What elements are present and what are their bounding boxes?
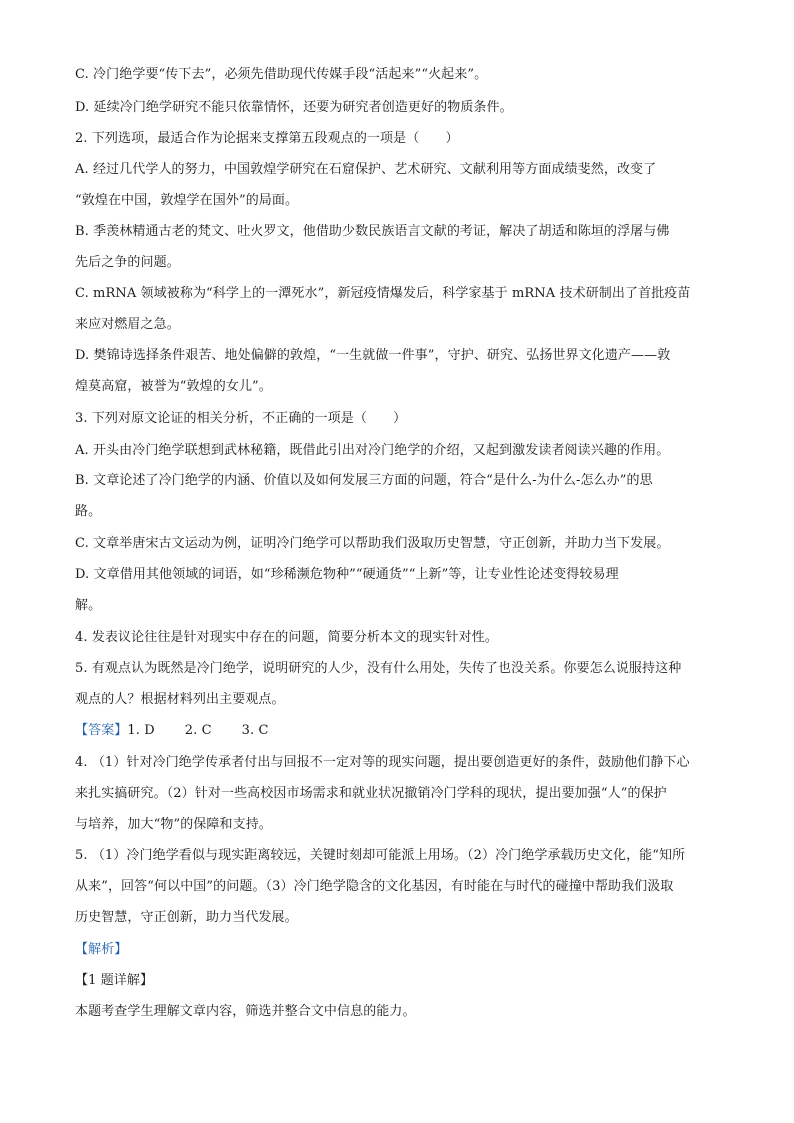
option-d-q3-line1: D. 文章借用其他领域的词语，如“珍稀濒危物种”“硬通货”“上新”等，让专业性论述变得较易理: [75, 567, 619, 582]
answer-label: 【答案】: [75, 723, 128, 738]
question-2: 2. 下列选项，最适合作为论据来支撑第五段观点的一项是（ ）: [75, 131, 459, 146]
detail-label: 【1 题详解】: [75, 973, 154, 988]
option-d-q2-line1: D. 樊锦诗选择条件艰苦、地处偏僻的敦煌，“一生就做一件事”，守护、研究、弘扬世界文化遗产——敦: [75, 348, 671, 363]
option-d-q1: D. 延续冷门绝学研究不能只依靠情怀，还要为研究者创造更好的物质条件。: [75, 100, 513, 115]
option-c-q1: C. 冷门绝学要“传下去”，必须先借助现代传媒手段“活起来”“火起来”。: [75, 67, 488, 82]
option-b-q2-line2: 先后之争的问题。: [75, 255, 180, 270]
answer-5-line2: 从来”，回答“何以中国”的问题。（3）冷门绝学隐含的文化基因，有时能在与时代的碰撞中帮助我们汲取: [75, 879, 674, 894]
answer-4-line3: 与培养，加大“物”的保障和支持。: [75, 817, 272, 832]
option-a-q2-line2: “敦煌在中国，敦煌学在国外”的局面。: [75, 193, 299, 208]
option-c-q2-line2: 来应对燃眉之急。: [75, 317, 180, 332]
question-4: 4. 发表议论往往是针对现实中存在的问题，简要分析本文的现实针对性。: [75, 630, 498, 645]
answer-item-2: 2. C: [184, 723, 212, 738]
analysis-label: 【解析】: [75, 942, 128, 957]
answer-item-1: 1. D: [127, 723, 155, 738]
option-b-q3-line1: B. 文章论述了冷门绝学的内涵、价值以及如何发展三方面的问题，符合“是什么-为什么-怎么办”的思: [75, 473, 653, 488]
option-c-q3: C. 文章举唐宋古文运动为例，证明冷门绝学可以帮助我们汲取历史智慧，守正创新，并助力当下发展。: [75, 536, 670, 551]
answer-item-3: 3. C: [241, 723, 269, 738]
option-a-q3: A. 开头由冷门绝学联想到武林秘籍，既借此引出对冷门绝学的介绍，又起到激发读者阅读兴趣的作用。: [75, 443, 670, 458]
answer-5-line1: 5. （1）冷门绝学看似与现实距离较远，关键时刻却可能派上用场。（2）冷门绝学承载历史文化，能“知所: [75, 848, 686, 863]
answer-4-line2: 来扎实搞研究。（2）针对一些高校因市场需求和就业状况撤销冷门学科的现状，提出要加强“人”的保护: [75, 786, 667, 801]
option-a-q2-line1: A. 经过几代学人的努力，中国敦煌学研究在石窟保护、艺术研究、文献利用等方面成绩斐然，改变了: [75, 162, 657, 177]
question-5-line2: 观点的人？根据材料列出主要观点。: [75, 692, 285, 707]
option-d-q2-line2: 煌莫高窟，被誉为“敦煌的女儿”。: [75, 379, 272, 394]
question-3: 3. 下列对原文论证的相关分析，不正确的一项是（ ）: [75, 411, 407, 426]
option-c-q2-line1: C. mRNA 领域被称为“科学上的一潭死水”，新冠疫情爆发后，科学家基于 mRNA 技术研制出了首批疫苗: [75, 286, 691, 301]
detail-text: 本题考查学生理解文章内容，筛选并整合文中信息的能力。: [75, 1004, 416, 1019]
option-d-q3-line2: 解。: [75, 598, 102, 613]
answer-5-line3: 历史智慧，守正创新，助力当代发展。: [75, 910, 298, 925]
question-5-line1: 5. 有观点认为既然是冷门绝学，说明研究的人少，没有什么用处，失传了也没关系。你要怎么说服持这种: [75, 661, 682, 676]
answer-line: [75, 722, 725, 740]
option-b-q2-line1: B. 季羡林精通古老的梵文、吐火罗文，他借助少数民族语言文献的考证，解决了胡适和陈垣的浮屠与佛: [75, 224, 670, 239]
option-b-q3-line2: 路。: [75, 504, 102, 519]
answer-4-line1: 4. （1）针对冷门绝学传承者付出与回报不一定对等的现实问题，提出要创造更好的条件，鼓励他们静下心: [75, 755, 690, 770]
